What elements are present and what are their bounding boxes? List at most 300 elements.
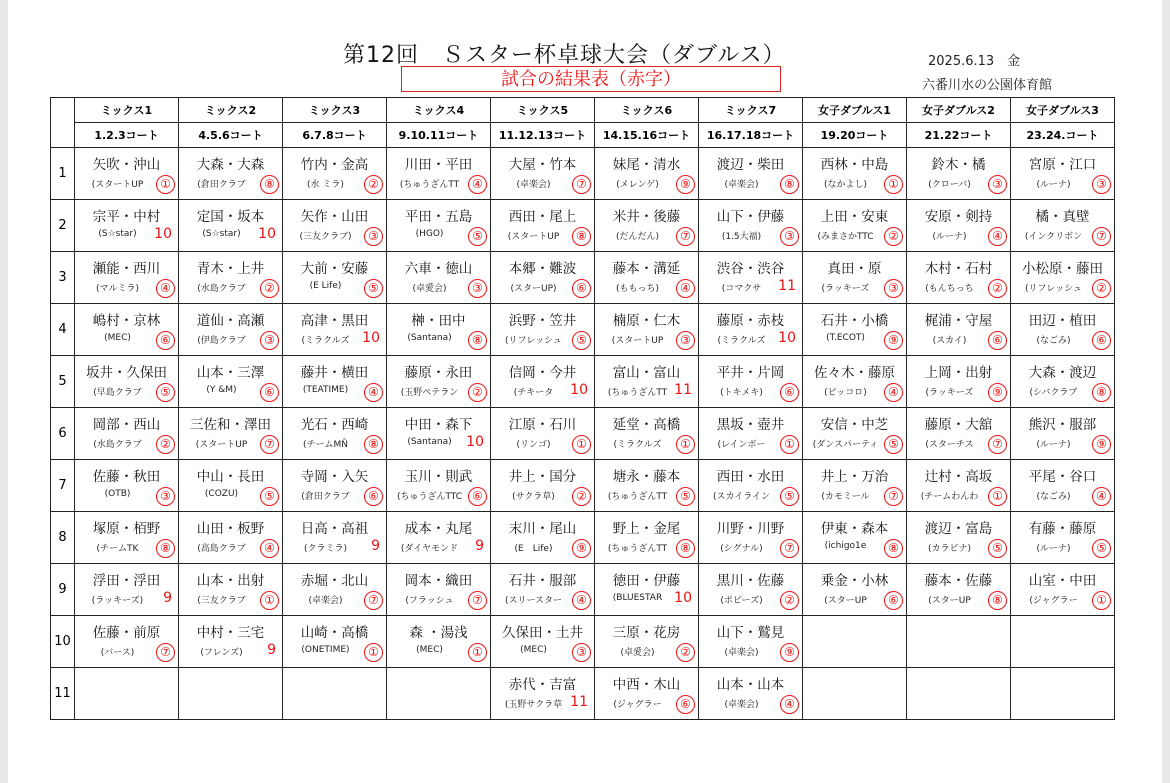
club-name: (ラッキーズ) [91, 596, 144, 606]
event-header: ミックス6 [595, 98, 699, 123]
match-cell [907, 148, 1011, 200]
result-rank: ③ [468, 279, 487, 298]
match-cell [387, 564, 491, 616]
pair-names: 安原・剣持 [924, 209, 993, 225]
club-name: (ちゅうざんTTC [396, 492, 463, 502]
match-cell [1011, 148, 1115, 200]
match-cell [179, 460, 283, 512]
row-number: 10 [51, 616, 75, 668]
match-cell [595, 512, 699, 564]
match-cell [283, 668, 387, 720]
club-name: (MEC) [520, 645, 547, 655]
results-body [51, 148, 1115, 720]
club-name: (チームTK [96, 544, 139, 554]
result-rank: ⑥ [364, 487, 383, 506]
pair-names: 西田・尾上 [508, 209, 577, 225]
result-rank: ⑥ [676, 695, 695, 714]
pair-names: 三佐和・澤田 [190, 417, 271, 433]
match-cell [1011, 408, 1115, 460]
match-cell [283, 148, 387, 200]
match-cell [907, 252, 1011, 304]
club-name: (ルーナ) [932, 232, 967, 242]
result-rank: 11 [674, 382, 692, 398]
club-name: (チームわんわ [920, 492, 979, 502]
table-row [51, 304, 1115, 356]
match-cell [75, 512, 179, 564]
club-name: (ミラクルズ [613, 440, 662, 450]
result-rank: ⑨ [988, 383, 1007, 402]
pair-names: 川野・川野 [716, 521, 785, 537]
club-name: (倉田クラブ [197, 180, 246, 190]
club-name: (レインボー [717, 440, 766, 450]
result-rank: 10 [570, 382, 588, 398]
result-rank: ⑧ [260, 175, 279, 194]
club-name: (Santana) [407, 333, 452, 343]
pair-names: 山本・三澤 [196, 365, 265, 381]
club-name: (スカイ) [932, 336, 967, 346]
club-name: (ポピーズ) [720, 596, 763, 606]
match-cell [803, 356, 907, 408]
result-rank: ④ [364, 383, 383, 402]
match-cell [907, 616, 1011, 668]
result-rank: ① [156, 175, 175, 194]
match-cell [699, 460, 803, 512]
result-rank: ④ [884, 383, 903, 402]
result-rank: ⑨ [780, 643, 799, 662]
result-rank: ③ [676, 331, 695, 350]
pair-names: 塘永・藤本 [612, 469, 681, 485]
match-cell [907, 304, 1011, 356]
match-cell [1011, 616, 1115, 668]
club-name: (コマクサ [721, 284, 762, 294]
pair-names: 岡部・西山 [92, 417, 161, 433]
club-name: (ダンスパーティ [812, 440, 879, 450]
result-rank: ⑥ [156, 331, 175, 350]
result-rank: 10 [674, 590, 692, 606]
match-cell [283, 252, 387, 304]
pair-names: 江原・石川 [508, 417, 577, 433]
result-rank: 10 [778, 330, 796, 346]
match-cell [179, 148, 283, 200]
match-cell [1011, 304, 1115, 356]
result-rank: ⑧ [468, 331, 487, 350]
pair-names: 中田・森下 [404, 417, 473, 433]
corner-cell [51, 98, 75, 148]
result-rank: ④ [260, 539, 279, 558]
club-name: (ジャグラー [1029, 596, 1078, 606]
club-name: (卓楽会) [724, 180, 759, 190]
result-rank: 11 [778, 278, 796, 294]
club-name: (ラッキーズ [925, 388, 974, 398]
court-header: 6.7.8コート [283, 123, 387, 148]
match-cell [179, 252, 283, 304]
pair-names: 中村・三宅 [196, 625, 265, 641]
result-rank: ④ [676, 279, 695, 298]
match-cell [283, 564, 387, 616]
pair-names: 川田・平田 [404, 157, 473, 173]
result-rank: ⑨ [572, 539, 591, 558]
result-rank: ② [156, 435, 175, 454]
pair-names: 玉川・則武 [404, 469, 473, 485]
club-name: (三友クラブ [197, 596, 246, 606]
pair-names: 平田・五島 [404, 209, 473, 225]
results-table [50, 97, 1115, 720]
club-name: (三友クラブ) [299, 232, 352, 242]
club-name: (スターUP [824, 596, 867, 606]
result-rank: ⑤ [1092, 539, 1111, 558]
pair-names: 矢作・山田 [300, 209, 369, 225]
pair-names: 藤原・大舘 [924, 417, 993, 433]
club-name: (早島クラブ [93, 388, 142, 398]
club-name: (S☆star) [98, 229, 137, 239]
result-rank: 9 [163, 590, 172, 606]
event-date: 2025.6.13 金 [928, 54, 1021, 69]
match-cell [75, 564, 179, 616]
result-rank: 10 [258, 226, 276, 242]
pair-names: 宮原・江口 [1028, 157, 1097, 173]
match-cell [75, 148, 179, 200]
row-number: 3 [51, 252, 75, 304]
result-rank: ① [468, 643, 487, 662]
club-name: (スタートUP [195, 440, 248, 450]
pair-names: 竹内・金高 [300, 157, 369, 173]
match-cell [387, 148, 491, 200]
club-name: (卓愛会) [412, 284, 447, 294]
pair-names: 森 ・湯浅 [409, 625, 468, 641]
result-rank: ⑦ [676, 227, 695, 246]
club-name: (水島クラブ [197, 284, 246, 294]
pair-names: 藤井・横田 [300, 365, 369, 381]
pair-names: 三原・花房 [612, 625, 681, 641]
result-rank: ④ [988, 227, 1007, 246]
match-cell [595, 148, 699, 200]
result-rank: ⑦ [572, 175, 591, 194]
pair-names: 渡辺・富島 [924, 521, 993, 537]
club-name: (クラミラ) [303, 544, 348, 554]
match-cell [699, 200, 803, 252]
table-row [51, 668, 1115, 720]
result-rank: ② [572, 487, 591, 506]
result-rank: ⑦ [780, 539, 799, 558]
result-rank: ④ [468, 175, 487, 194]
table-row [51, 460, 1115, 512]
match-cell [803, 148, 907, 200]
pair-names: 石井・小橋 [820, 313, 889, 329]
match-cell [387, 460, 491, 512]
club-name: (玉野サクラ草 [504, 700, 563, 710]
result-rank: ③ [780, 227, 799, 246]
court-header: 14.15.16コート [595, 123, 699, 148]
table-row [51, 512, 1115, 564]
pair-names: 山下・伊藤 [716, 209, 785, 225]
result-rank: ③ [260, 331, 279, 350]
club-name: (伊島クラブ [197, 336, 246, 346]
club-name: (バース) [100, 648, 135, 658]
club-name: (スカイライン [713, 492, 770, 502]
result-rank: ⑧ [676, 539, 695, 558]
pair-names: 瀬能・西川 [92, 261, 161, 277]
result-rank: 9 [475, 538, 484, 554]
pair-names: 浮田・浮田 [92, 573, 161, 589]
pair-names: 佐藤・秋田 [92, 469, 161, 485]
result-rank: ⑤ [156, 383, 175, 402]
result-rank: 9 [267, 642, 276, 658]
match-cell [699, 616, 803, 668]
club-name: (カラビナ) [927, 544, 972, 554]
club-name: (ルーナ) [1036, 440, 1071, 450]
pair-names: 浜野・笠井 [508, 313, 577, 329]
result-rank: ① [988, 487, 1007, 506]
match-cell [179, 304, 283, 356]
pair-names: 佐々木・藤原 [814, 365, 895, 381]
match-cell [907, 200, 1011, 252]
match-cell [907, 408, 1011, 460]
result-rank: ② [1092, 279, 1111, 298]
club-name: (Y &M) [206, 385, 237, 395]
match-cell [1011, 200, 1115, 252]
match-cell [491, 252, 595, 304]
match-cell [699, 512, 803, 564]
court-header-row [51, 123, 1115, 148]
result-rank: ⑦ [364, 591, 383, 610]
result-rank: ④ [572, 591, 591, 610]
club-name: (Santana) [407, 437, 452, 447]
event-header: 女子ダブルス2 [907, 98, 1011, 123]
club-name: (スタートUP [91, 180, 144, 190]
result-rank: 10 [362, 330, 380, 346]
pair-names: 梶浦・守屋 [924, 313, 993, 329]
match-cell [699, 408, 803, 460]
match-cell [283, 356, 387, 408]
table-row [51, 564, 1115, 616]
event-header: 女子ダブルス1 [803, 98, 907, 123]
event-header-row [51, 98, 1115, 123]
pair-names: 石井・服部 [508, 573, 577, 589]
pair-names: 有藤・藤原 [1028, 521, 1097, 537]
pair-names: 米井・後藤 [612, 209, 681, 225]
result-rank: 10 [466, 434, 484, 450]
result-rank: ① [260, 591, 279, 610]
court-header: 19.20コート [803, 123, 907, 148]
club-name: (ルーナ) [1036, 180, 1071, 190]
club-name: (スタートUP [507, 232, 560, 242]
pair-names: 大屋・竹本 [508, 157, 577, 173]
club-name: (みまさかTTC [817, 232, 874, 242]
club-name: (BLUESTAR [612, 593, 663, 603]
pair-names: 藤本・溝延 [612, 261, 681, 277]
pair-names: 安信・中芝 [820, 417, 889, 433]
match-cell [907, 356, 1011, 408]
match-cell [907, 460, 1011, 512]
club-name: (チームMÑ [302, 440, 348, 450]
match-cell [803, 564, 907, 616]
club-name: (フラッシュ [405, 596, 454, 606]
club-name: (OTB) [104, 489, 131, 499]
table-row [51, 356, 1115, 408]
pair-names: 熊沢・服部 [1028, 417, 1097, 433]
match-cell [387, 252, 491, 304]
match-cell [179, 356, 283, 408]
pair-names: 上田・安東 [820, 209, 889, 225]
table-row [51, 200, 1115, 252]
club-name: (ONETIME) [301, 645, 350, 655]
pair-names: 楠原・仁木 [612, 313, 681, 329]
pair-names: 妹尾・清水 [612, 157, 681, 173]
result-rank: ⑥ [1092, 331, 1111, 350]
club-name: (E Life) [514, 544, 553, 554]
club-name: (なかよし) [823, 180, 868, 190]
pair-names: 中山・長田 [196, 469, 265, 485]
event-header: ミックス7 [699, 98, 803, 123]
result-rank: ③ [884, 279, 903, 298]
result-rank: ⑤ [676, 487, 695, 506]
pair-names: 中西・木山 [612, 677, 681, 693]
result-rank: ⑦ [1092, 227, 1111, 246]
result-rank: ⑥ [780, 383, 799, 402]
result-rank: ③ [156, 487, 175, 506]
match-cell [1011, 668, 1115, 720]
match-cell [803, 460, 907, 512]
result-rank: ⑥ [468, 487, 487, 506]
match-cell [75, 460, 179, 512]
match-cell [1011, 512, 1115, 564]
pair-names: 藤原・永田 [404, 365, 473, 381]
court-header: 16.17.18コート [699, 123, 803, 148]
club-name: (水 ミラ) [307, 180, 344, 190]
match-cell [595, 408, 699, 460]
result-rank: ② [364, 175, 383, 194]
club-name: (卓楽会) [308, 596, 343, 606]
result-rank: ① [364, 643, 383, 662]
pair-names: 赤代・吉富 [508, 677, 577, 693]
match-cell [907, 564, 1011, 616]
pair-names: 大森・渡辺 [1028, 365, 1097, 381]
match-cell [491, 564, 595, 616]
match-cell [1011, 356, 1115, 408]
match-cell [179, 616, 283, 668]
pair-names: 伊東・森本 [820, 521, 889, 537]
pair-names: 藤原・赤枝 [716, 313, 785, 329]
club-name: (もんちっち [925, 284, 974, 294]
club-name: (スタートUP [611, 336, 664, 346]
result-rank: ③ [1092, 175, 1111, 194]
match-cell [595, 668, 699, 720]
result-rank: ⑦ [260, 435, 279, 454]
result-rank: ⑧ [884, 539, 903, 558]
result-rank: ① [780, 435, 799, 454]
club-name: (チキータ [513, 388, 554, 398]
pair-names: 佐藤・前原 [92, 625, 161, 641]
club-name: (TEATIME) [302, 385, 349, 395]
match-cell [803, 616, 907, 668]
court-header: 4.5.6コート [179, 123, 283, 148]
row-number: 8 [51, 512, 75, 564]
pair-names: 山本・山本 [716, 677, 785, 693]
event-header: 女子ダブルス3 [1011, 98, 1115, 123]
club-name: (シグナル) [720, 544, 763, 554]
match-cell [595, 356, 699, 408]
match-cell [595, 252, 699, 304]
court-header: 9.10.11コート [387, 123, 491, 148]
club-name: (メレンゲ) [616, 180, 659, 190]
match-cell [803, 200, 907, 252]
club-name: (ちゅうざんTT [607, 544, 668, 554]
match-cell [283, 304, 387, 356]
result-rank: ⑨ [1092, 435, 1111, 454]
result-rank: ② [988, 279, 1007, 298]
pair-names: 信岡・今井 [508, 365, 577, 381]
club-name: (卓楽会) [516, 180, 551, 190]
match-cell [283, 408, 387, 460]
table-row [51, 408, 1115, 460]
pair-names: 山崎・高橋 [300, 625, 369, 641]
row-number: 9 [51, 564, 75, 616]
pair-names: 日高・高祖 [300, 521, 369, 537]
match-cell [387, 304, 491, 356]
club-name: (クローバ) [928, 180, 971, 190]
club-name: (シバクラブ [1029, 388, 1078, 398]
pair-names: 西田・水田 [716, 469, 785, 485]
match-cell [803, 668, 907, 720]
row-number: 2 [51, 200, 75, 252]
result-rank: ⑥ [884, 591, 903, 610]
match-cell [699, 668, 803, 720]
pair-names: 定国・坂本 [196, 209, 265, 225]
club-name: (ジャグラー [613, 700, 662, 710]
match-cell [283, 512, 387, 564]
row-number: 7 [51, 460, 75, 512]
match-cell [803, 512, 907, 564]
result-rank: ⑧ [156, 539, 175, 558]
result-rank: ⑨ [676, 175, 695, 194]
club-name: (ichigo1e [824, 541, 867, 551]
result-rank: ① [676, 435, 695, 454]
result-rank: ⑤ [364, 279, 383, 298]
table-row [51, 616, 1115, 668]
result-rank: ⑧ [1092, 383, 1111, 402]
club-name: (サクラ草) [512, 492, 555, 502]
pair-names: 野上・金尾 [612, 521, 681, 537]
match-cell [75, 356, 179, 408]
match-cell [75, 668, 179, 720]
pair-names: 末川・尾山 [508, 521, 577, 537]
result-rank: ⑤ [988, 539, 1007, 558]
club-name: (ちゅうざんTT [607, 492, 668, 502]
club-name: (マルミラ) [95, 284, 140, 294]
match-cell [283, 616, 387, 668]
result-rank: ③ [988, 175, 1007, 194]
result-rank: ⑧ [572, 227, 591, 246]
pair-names: 高津・黒田 [300, 313, 369, 329]
match-cell [387, 408, 491, 460]
match-cell [491, 616, 595, 668]
match-cell [595, 200, 699, 252]
pair-names: 山室・中田 [1028, 573, 1097, 589]
club-name: (MEC) [104, 333, 131, 343]
result-rank: ⑦ [156, 643, 175, 662]
match-cell [387, 668, 491, 720]
match-cell [1011, 460, 1115, 512]
pair-names: 本郷・難波 [508, 261, 577, 277]
match-cell [491, 356, 595, 408]
club-name: (なごみ) [1036, 336, 1071, 346]
club-name: (インクリボン [1024, 232, 1083, 242]
result-rank: ④ [156, 279, 175, 298]
club-name: (フレンズ) [200, 648, 243, 658]
match-cell [1011, 564, 1115, 616]
club-name: (MEC) [416, 645, 443, 655]
event-venue: 六番川水の公園体育館 [922, 78, 1053, 93]
